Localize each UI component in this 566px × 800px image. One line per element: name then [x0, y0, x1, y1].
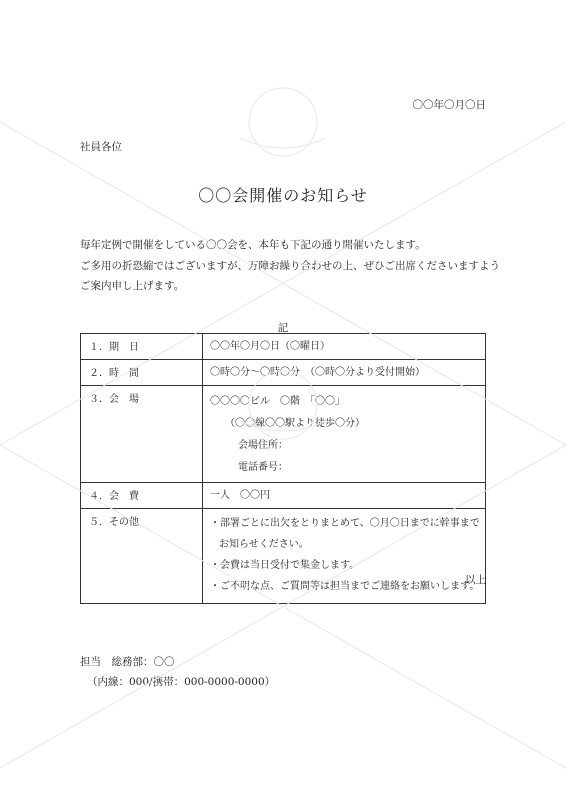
body-line: ご案内申し上げます。 — [80, 280, 185, 292]
item-value — [203, 386, 486, 483]
body-text — [80, 235, 500, 297]
item-label: ４．会 費 — [81, 483, 203, 509]
contact-numbers: （内線：000/携帯：000-0000-0000） — [87, 676, 276, 688]
details-table — [80, 333, 486, 604]
item-label: ５．その他 — [81, 509, 203, 604]
time-value: 〇時〇分～〇時〇分 （〇時〇分より受付開始） — [210, 367, 425, 378]
note-line: ・部署ごとに出欠をとりまとめて、〇月〇日までに幹事まで — [210, 518, 480, 529]
closing-ijo: 以上 — [465, 574, 486, 586]
venue-phone: 電話番号： — [238, 462, 288, 473]
fee-value: 一人 〇〇円 — [210, 490, 270, 501]
table-row — [81, 386, 486, 483]
date-value: 〇〇年〇月〇日（〇曜日） — [210, 341, 330, 352]
venue-access: （〇〇線〇〇駅より徒歩〇分） — [225, 418, 365, 429]
body-line: 毎年定例で開催をしている〇〇会を、本年も下記の通り開催いたします。 — [80, 239, 426, 251]
item-label: ３．会 場 — [81, 386, 203, 483]
note-line: お知らせください。 — [219, 539, 309, 550]
venue-address: 会場住所： — [238, 440, 288, 451]
table-row — [81, 360, 486, 386]
note-line: ・ご不明な点、ご質問等は担当までご連絡をお願いします。 — [210, 581, 480, 592]
item-value — [203, 509, 486, 604]
item-label: ２．時 間 — [81, 360, 203, 386]
item-value — [203, 334, 486, 360]
item-value — [203, 483, 486, 509]
contact-person: 担当 総務部：〇〇 — [80, 656, 175, 668]
table-row — [81, 483, 486, 509]
ki-heading: 記 — [277, 322, 289, 334]
table-row — [81, 509, 486, 604]
venue-name: 〇〇〇〇ビル 〇階 「〇〇」 — [210, 396, 345, 407]
document-title: 〇〇会開催のお知らせ — [198, 186, 368, 205]
item-label: １．期 日 — [81, 334, 203, 360]
recipient: 社員各位 — [80, 141, 122, 153]
table-row — [81, 334, 486, 360]
note-line: ・会費は当日受付で集金します。 — [210, 560, 360, 571]
item-value — [203, 360, 486, 386]
document-date: 〇〇年〇月〇日 — [412, 99, 486, 111]
body-line: ご多用の折恐縮ではございますが、万障お繰り合わせの上、ぜひご出席くださいますよう — [80, 259, 500, 272]
